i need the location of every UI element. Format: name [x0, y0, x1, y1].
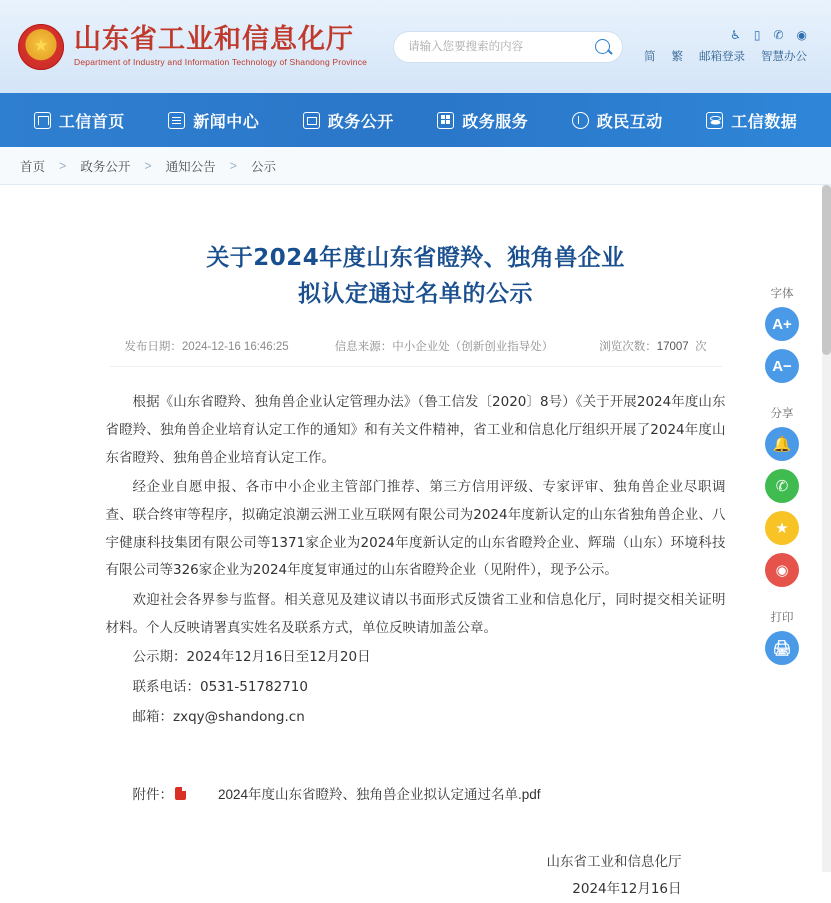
accessibility-icon[interactable]: ♿ [730, 28, 741, 42]
breadcrumb-separator: > [144, 158, 152, 173]
paragraph: 邮箱：zxqy@shandong.cn [132, 708, 305, 725]
nav-label: 工信数据 [731, 113, 798, 131]
page-body [0, 185, 831, 898]
breadcrumb-item-home[interactable]: 首页 [20, 159, 46, 174]
nav-item-data[interactable] [700, 105, 803, 136]
org-name-en: Department of Industry and Information Technology of Shandong Province [74, 57, 368, 68]
pdf-file-icon [175, 787, 186, 800]
paragraph: 联系电话：0531-51782710 [132, 679, 308, 695]
smart-office-link[interactable]: 智慧办公 [761, 51, 807, 63]
search-input[interactable] [406, 40, 595, 54]
eye-icon[interactable]: ◉ [796, 28, 807, 42]
nav-item-interaction[interactable] [566, 105, 669, 136]
source-value: 中小企业处（创新创业指导处） [392, 341, 554, 354]
source-label: 信息来源： [334, 341, 393, 354]
publish-date-label: 发布日期： [124, 341, 182, 354]
signature-date: 2024年12月16日 [572, 881, 682, 898]
page-title-line2: 拟认定通过名单的公示 [298, 280, 533, 307]
nav-item-services[interactable] [431, 105, 534, 136]
font-decrease-button[interactable]: A− [765, 349, 799, 383]
print-section-label: 打印 [770, 612, 794, 624]
wechat-icon[interactable]: ✆ [765, 469, 799, 503]
attachment-row [106, 783, 726, 803]
mailbox-login-link[interactable]: 邮箱登录 [699, 51, 745, 63]
favorite-star-icon[interactable]: ★ [765, 511, 799, 545]
view-count-unit: 次 [695, 341, 707, 354]
nav-item-news[interactable] [162, 105, 265, 136]
main-nav [0, 93, 831, 147]
article [76, 195, 756, 903]
national-emblem-icon [18, 24, 64, 70]
weibo-icon[interactable]: ◉ [765, 553, 799, 587]
paragraph: 欢迎社会各界参与监督。相关意见及建议请以书面形式反馈省工业和信息化厅，同时提交相关证明材料。个人反映请署真实姓名及联系方式，单位反映请加盖公章。 [105, 591, 726, 636]
page-title [106, 241, 726, 312]
scrollbar-thumb[interactable] [822, 185, 831, 355]
side-toolbar [751, 285, 813, 669]
page-scrollbar[interactable] [822, 185, 831, 872]
paragraph: 经企业自愿申报、各市中小企业主管部门推荐、第三方信用评级、专家评审、独角兽企业尽职调查、联合终审等程序，拟确定浪潮云洲工业互联网有限公司为2024年度新认定的山东省独角兽企业、八宇健康科技集团有限公司等1371家企业为2024年度新认定的山东省瞪羚企业、辉瑞（山东）环境科技有限公司等326家企业为2024年度复审通过的山东省瞪羚企业（见附件），现予公示。 [105, 479, 726, 579]
org-name: 山东省工业和信息化厅 [74, 23, 354, 55]
nav-label: 政民互动 [596, 113, 663, 131]
search-box[interactable] [393, 31, 623, 63]
lang-simplified-link[interactable]: 简 [644, 51, 656, 63]
signature-org: 山东省工业和信息化厅 [546, 854, 682, 871]
attachment-link[interactable]: 2024年度山东省瞪羚、独角兽企业拟认定通过名单.pdf [218, 787, 541, 803]
site-header [0, 0, 831, 93]
news-icon [168, 112, 185, 129]
view-count [599, 338, 706, 354]
nav-label: 政务公开 [327, 113, 394, 131]
publish-date-value: 2024-12-16 16:46:25 [181, 341, 289, 354]
nav-item-home[interactable] [28, 105, 131, 136]
font-section-label: 字体 [770, 288, 794, 300]
meta-divider [110, 366, 722, 367]
breadcrumb-item-notices[interactable]: 通知公告 [165, 159, 216, 174]
share-section-label: 分享 [770, 408, 794, 420]
printer-icon[interactable]: 🖨 [765, 631, 799, 665]
interaction-icon [572, 112, 589, 129]
breadcrumb [0, 147, 831, 185]
header-links [644, 48, 807, 64]
nav-label: 工信首页 [58, 113, 125, 131]
site-logo[interactable] [18, 24, 367, 70]
breadcrumb-separator: > [229, 158, 237, 173]
home-icon [34, 112, 51, 129]
header-right [644, 29, 813, 64]
breadcrumb-item-publicity[interactable]: 公示 [250, 159, 276, 174]
search-icon[interactable] [595, 39, 610, 54]
data-icon [706, 112, 723, 129]
paragraph: 根据《山东省瞪羚、独角兽企业认定管理办法》（鲁工信发〔2020〕8号）《关于开展2024年度山东省瞪羚、独角兽企业培育认定工作的通知》和有关文件精神，省工业和信息化厅组织开展了2024年度山东省瞪羚、独角兽企业培育认定工作。 [105, 394, 726, 466]
source [335, 338, 554, 354]
open-government-icon [303, 112, 320, 129]
publish-date [124, 338, 288, 354]
paragraph: 公示期：2024年12月16日至12月20日 [132, 649, 371, 666]
view-count-label: 浏览次数： [599, 341, 657, 354]
breadcrumb-separator: > [59, 158, 67, 173]
breadcrumb-item-open-government[interactable]: 政务公开 [80, 159, 131, 174]
mobile-icon[interactable]: ▯ [753, 28, 761, 42]
bell-icon[interactable]: 🔔 [765, 427, 799, 461]
article-body [106, 389, 726, 731]
header-quick-icons [730, 29, 807, 41]
nav-label: 政务服务 [462, 113, 529, 131]
wechat-icon[interactable]: ✆ [773, 28, 784, 42]
page-title-line1: 关于2024年度山东省瞪羚、独角兽企业 [206, 245, 625, 271]
nav-label: 新闻中心 [193, 113, 260, 131]
signature [106, 849, 726, 903]
attachment-label: 附件： [132, 787, 173, 803]
lang-traditional-link[interactable]: 繁 [671, 51, 683, 63]
services-icon [437, 112, 454, 129]
nav-item-open-government[interactable] [297, 105, 400, 136]
font-increase-button[interactable]: A+ [765, 307, 799, 341]
view-count-value: 17007 [656, 341, 689, 354]
article-meta [106, 338, 726, 354]
